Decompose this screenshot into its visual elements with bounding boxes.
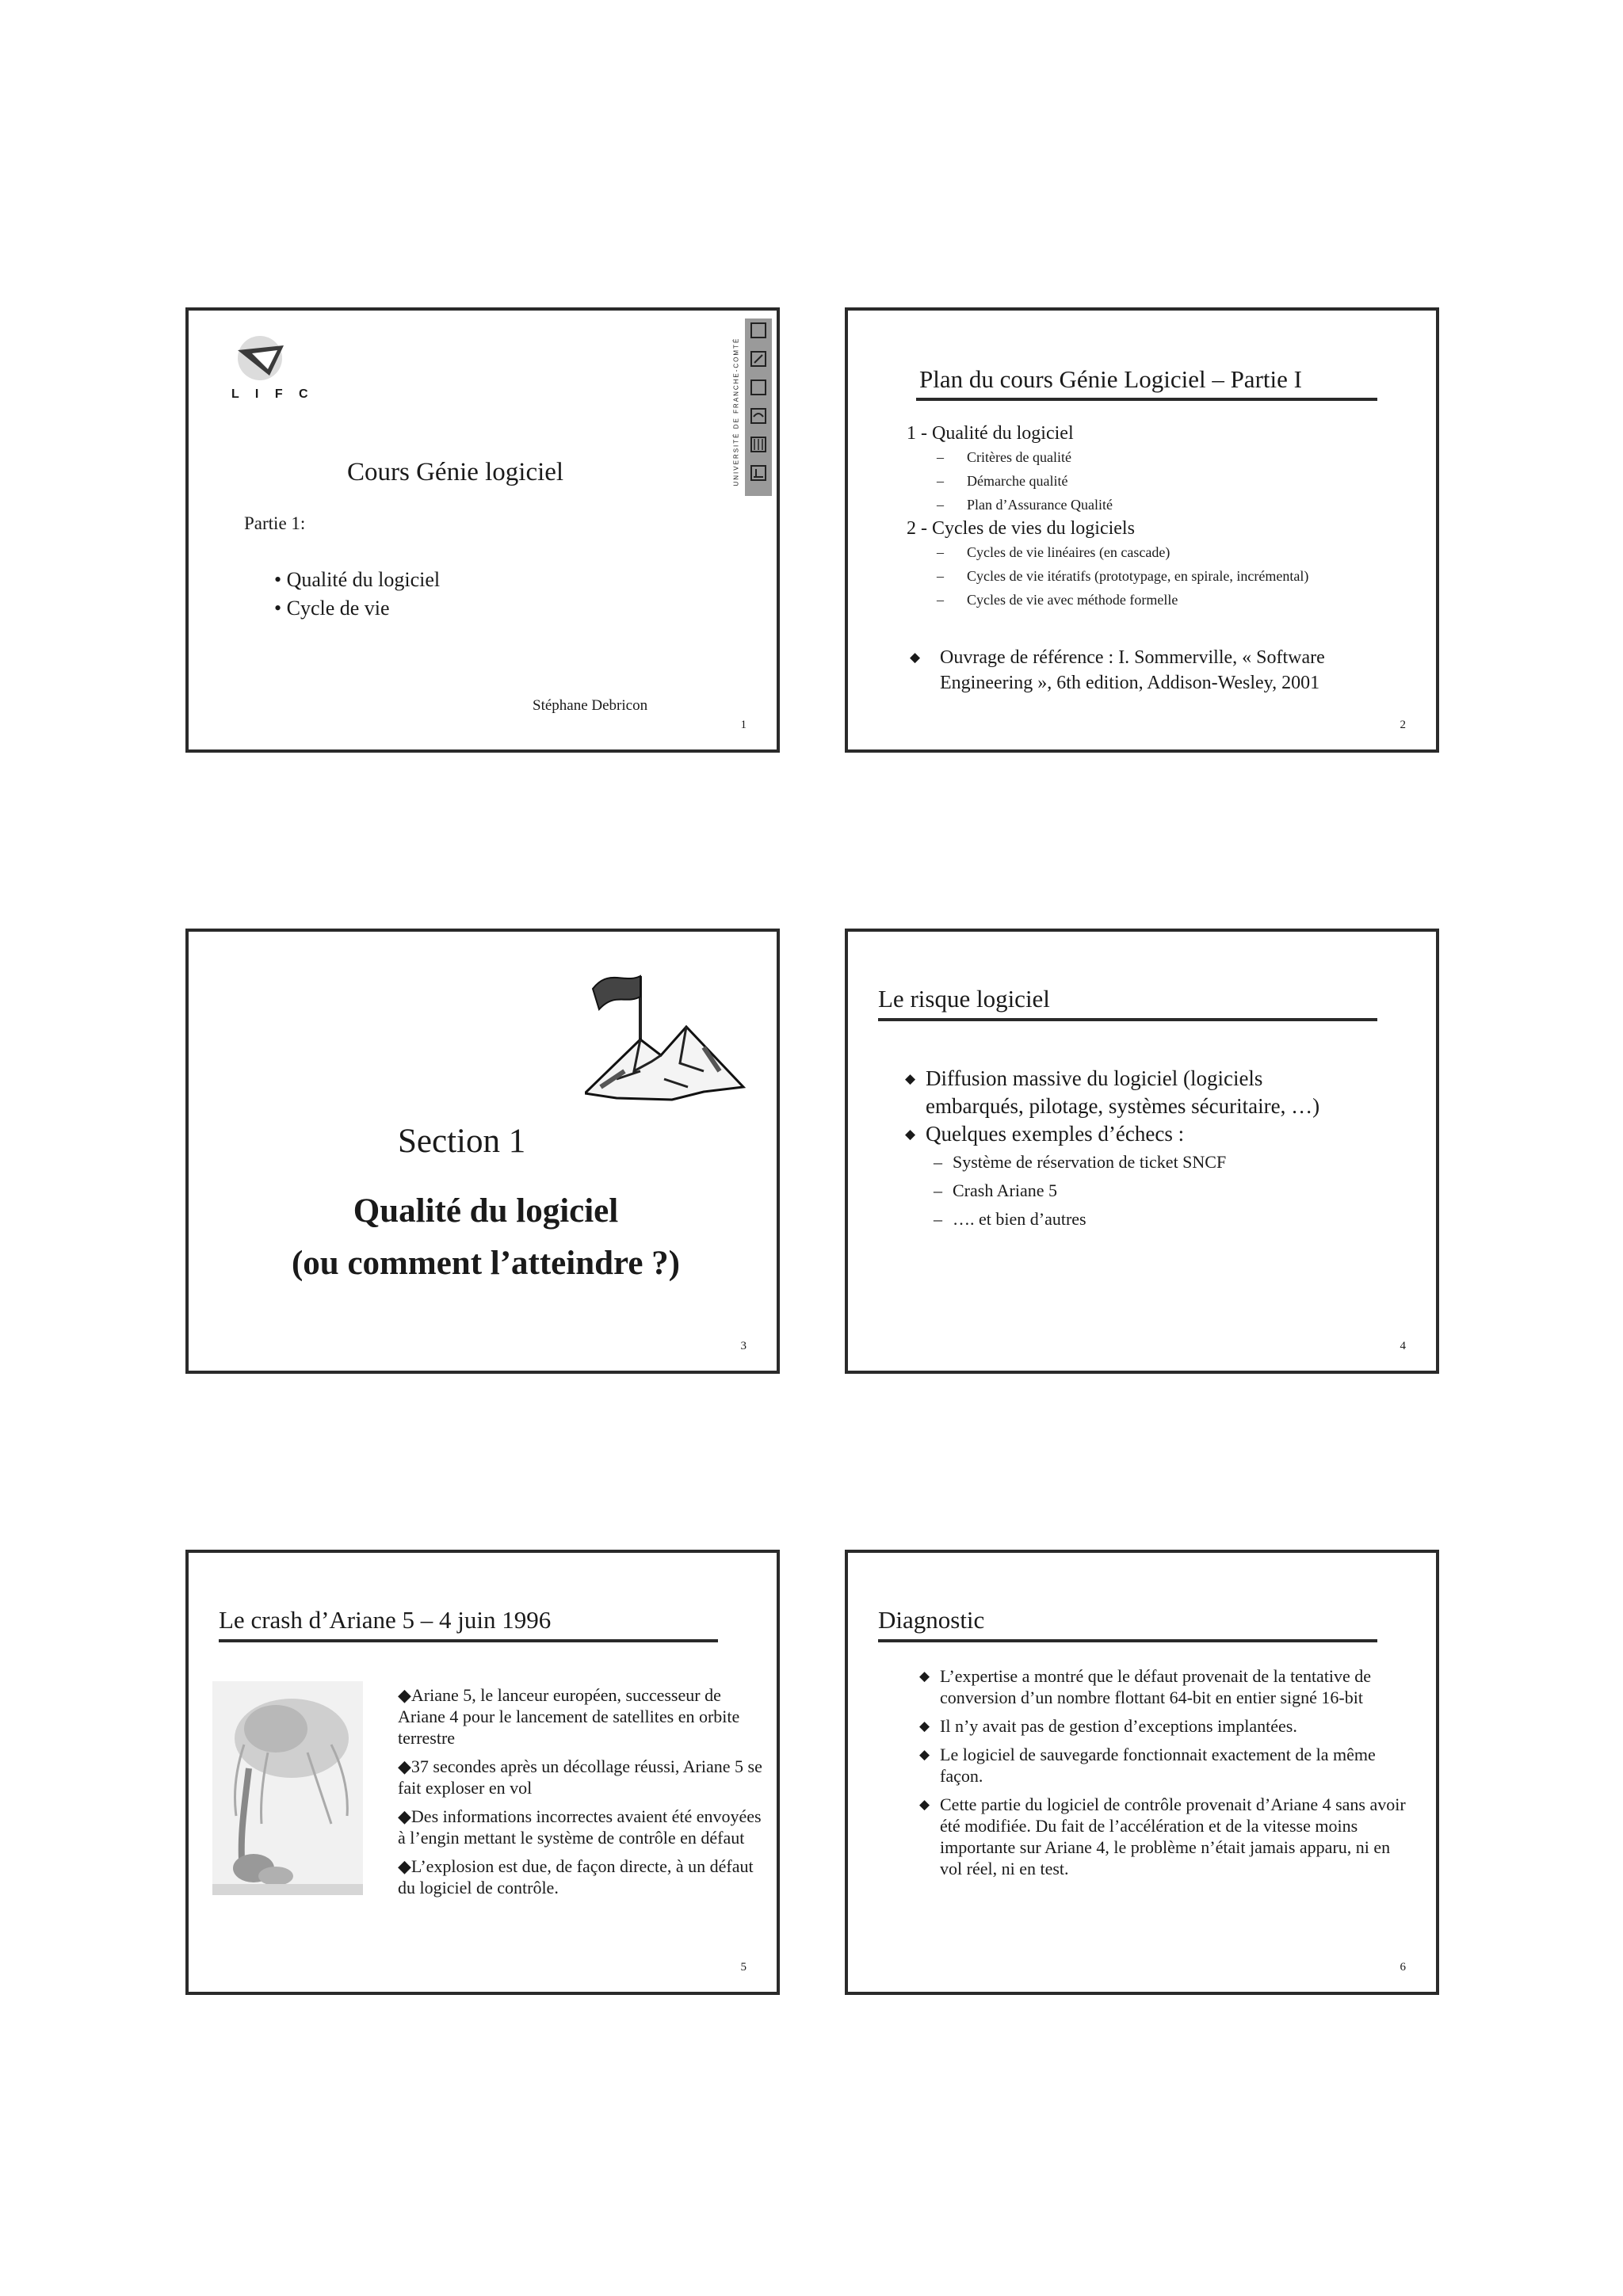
part-items bbox=[274, 566, 440, 623]
slide-number: 5 bbox=[740, 1961, 747, 1974]
slide-number: 4 bbox=[1400, 1340, 1406, 1352]
university-vertical-text: UNIVERSITÉ DE FRANCHE-COMTÉ bbox=[732, 337, 740, 486]
author: Stéphane Debricon bbox=[533, 697, 648, 714]
slide-number: 1 bbox=[740, 719, 747, 731]
title-underline bbox=[916, 398, 1377, 401]
title-underline bbox=[878, 1018, 1377, 1021]
diagnostic-bullet: ◆ Le logiciel de sauvegarde fonctionnait exactement de la même façon. bbox=[919, 1744, 1411, 1787]
reference-line-1: Ouvrage de référence : I. Sommerville, « Software bbox=[940, 647, 1325, 668]
slide-title: Le crash d’Ariane 5 – 4 juin 1996 bbox=[219, 1606, 552, 1634]
ariane-bullet: ◆Ariane 5, le lanceur européen, successeur de Ariane 4 pour le lancement de satellites en orbite terrestre bbox=[398, 1685, 740, 1748]
outline-item: – Critères de qualité bbox=[937, 445, 1414, 469]
diagnostic-bullets bbox=[919, 1665, 1411, 1879]
diagnostic-bullet: ◆ Cette partie du logiciel de contrôle provenait d’Ariane 4 sans avoir été modifiée. Du fait de l’accélération et de la vitesse moins importante sur Ariane 4, le problème n’était jamais apparu, ni en vol réel, ni en test. bbox=[919, 1794, 1411, 1879]
slide-2 bbox=[845, 307, 1439, 753]
outline-item: – Cycles de vie linéaires (en cascade) bbox=[937, 540, 1414, 564]
reference-bullet bbox=[910, 645, 1439, 696]
outline-section-2-items bbox=[907, 540, 1414, 612]
slide-4 bbox=[845, 929, 1439, 1374]
ariane-bullet: ◆37 secondes après un décollage réussi, Ariane 5 se fait exploser en vol bbox=[398, 1756, 762, 1798]
slide-1 bbox=[185, 307, 780, 753]
risk-bullet-1-line-1: Diffusion massive du logiciel (logiciels bbox=[926, 1066, 1263, 1090]
risk-bullet-1-line-2: embarqués, pilotage, systèmes sécuritaire, …) bbox=[926, 1094, 1320, 1118]
outline bbox=[907, 421, 1414, 612]
outline-item: – Cycles de vie itératifs (prototypage, en spirale, incrémental) bbox=[937, 564, 1414, 588]
risk-bullet: ◆ Quelques exemples d’échecs : bbox=[905, 1120, 1428, 1148]
failure-example: – Crash Ariane 5 bbox=[934, 1177, 1428, 1205]
risk-bullet bbox=[905, 1065, 1428, 1120]
slide-6 bbox=[845, 1550, 1439, 1995]
diagnostic-bullet: ◆ Il n’y avait pas de gestion d’exceptions implantées. bbox=[919, 1715, 1411, 1737]
slide-3 bbox=[185, 929, 780, 1374]
ariane-bullet: ◆Des informations incorrectes avaient été envoyées à l’engin mettant le système de contrôle en défaut bbox=[398, 1806, 762, 1848]
university-banner bbox=[726, 318, 772, 496]
slide-number: 6 bbox=[1400, 1961, 1406, 1974]
slide-title: Le risque logiciel bbox=[878, 985, 1050, 1013]
outline-section-1: 1 - Qualité du logiciel bbox=[907, 423, 1074, 444]
risk-bullets bbox=[905, 1065, 1428, 1234]
part-item: • Cycle de vie bbox=[274, 597, 390, 620]
outline-section-2: 2 - Cycles de vies du logiciels bbox=[907, 518, 1135, 539]
failure-example: – …. et bien d’autres bbox=[934, 1205, 1428, 1234]
explosion-illustration bbox=[212, 1681, 363, 1895]
rocket-explosion-icon bbox=[212, 1681, 363, 1895]
outline-item: – Cycles de vie avec méthode formelle bbox=[937, 588, 1414, 612]
university-icon-strip bbox=[745, 318, 772, 496]
ariane-bullet: ◆L’explosion est due, de façon directe, à un défaut du logiciel de contrôle. bbox=[398, 1856, 754, 1897]
lifc-logo-icon bbox=[220, 334, 315, 382]
failure-examples bbox=[905, 1148, 1428, 1234]
ariane-bullets bbox=[398, 1684, 767, 1898]
section-subtitle-line-2: (ou comment l’atteindre ?) bbox=[291, 1245, 680, 1282]
section-subtitle-line-1: Qualité du logiciel bbox=[353, 1192, 619, 1230]
slide-number: 3 bbox=[740, 1340, 747, 1352]
outline-item: – Démarche qualité bbox=[937, 469, 1414, 493]
part-label: Partie 1: bbox=[244, 513, 306, 533]
lifc-logo-text: L I F C bbox=[231, 387, 315, 401]
reference-line-2: Engineering », 6th edition, Addison-Wesley, 2001 bbox=[940, 673, 1320, 693]
mountain-flag-icon bbox=[585, 952, 767, 1111]
slide-title: Plan du cours Génie Logiciel – Partie I bbox=[919, 365, 1302, 393]
outline-item: – Plan d’Assurance Qualité bbox=[937, 493, 1414, 517]
part-item: • Qualité du logiciel bbox=[274, 568, 441, 591]
lifc-logo bbox=[220, 334, 315, 406]
failure-example: – Système de réservation de ticket SNCF bbox=[934, 1148, 1428, 1177]
slide-number: 2 bbox=[1400, 719, 1406, 731]
slide-title: Diagnostic bbox=[878, 1606, 985, 1634]
slide-5 bbox=[185, 1550, 780, 1995]
title-underline bbox=[878, 1639, 1377, 1642]
section-subtitle bbox=[189, 1185, 780, 1290]
title-underline bbox=[219, 1639, 718, 1642]
university-glyphs-icon bbox=[745, 318, 772, 496]
mountain-flag-clipart bbox=[585, 952, 767, 1111]
outline-section-1-items bbox=[907, 445, 1414, 517]
diagnostic-bullet: ◆ L’expertise a montré que le défaut provenait de la tentative de conversion d’un nombre flottant 64-bit en entier signé 16-bit bbox=[919, 1665, 1411, 1708]
section-label: Section 1 bbox=[398, 1123, 526, 1160]
course-title: Cours Génie logiciel bbox=[347, 458, 564, 486]
